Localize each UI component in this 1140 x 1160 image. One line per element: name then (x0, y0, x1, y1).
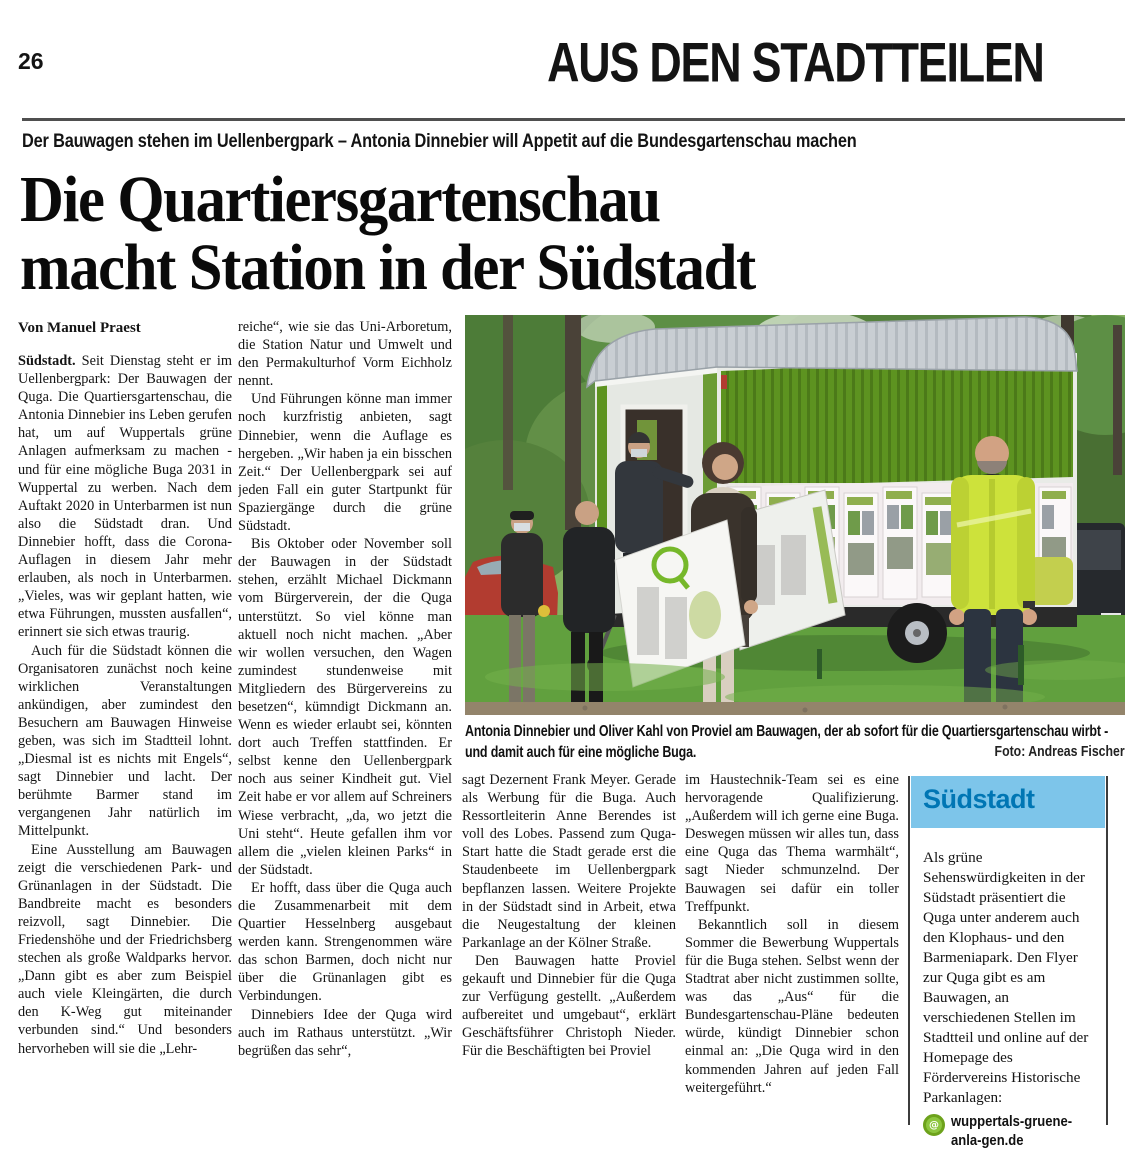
article-paragraph: Bis Oktober oder November soll der Bauwagen in der Südstadt stehen, erzählt Michael Dickmann vom Bürgerverein, der die Quga unterstützt. So viel könne man aktuell noch nicht machen. „Aber wir wollen versuchen, den Wagen zumindest stundenweise mit Mitgliedern des Bürgervereins zu besetzen“, kümndigt Dickmann an. Wenn es wieder erlaubt sei, könnten dort auch Treffen stattfinden. Er selbst kenne den Uellenbergpark noch aus seiner Kindheit gut. Viel Zeit habe er vor allem auf Schreiners Wiese verbracht, „da, wo jetzt die Uni steht“. Heute gefallen ihm vor allem die „vielen kleinen Parks“ in der Südstadt. (238, 536, 452, 878)
header-rule (22, 118, 1125, 121)
at-sign-icon: @ (923, 1114, 945, 1136)
paragraph-lead-in: Südstadt. (18, 353, 76, 369)
article-paragraph: Dinnebiers Idee der Quga wird auch im Rathaus unterstützt. „Wir begrüßen das sehr“, (238, 1006, 452, 1059)
sidebar-link-row[interactable] (910, 1108, 1106, 1151)
sidebar-link-url[interactable]: wuppertals-gruene-anla-gen.de (951, 1114, 1073, 1149)
article-column-1 (18, 352, 232, 1114)
article-headline (20, 163, 755, 304)
page-number: 26 (18, 48, 44, 74)
sidebar-infobox (908, 776, 1108, 1149)
article-column-3 (462, 771, 676, 1121)
photo-caption: Antonia Dinnebier und Oliver Kahl von Proviel am Bauwagen, der ab sofort für die Quartiersgartenschau wirbt - und damit auch für eine mögliche Buga. (465, 723, 1109, 761)
article-paragraph: Auch für die Südstadt können die Organisatoren zunächst noch keine wirklichen Veranstaltungen ankündigen, aber zumindest den Besuchern am Bauwagen Hinweise geben, was sich im Stadtteil lohnt. „Diesmal ist es nichts mit Engels“, sagt Dinnebier und lacht. Der berühmte Barmer stand im vergangenen Jahr natürlich im Mittelpunkt. (18, 642, 232, 840)
article-paragraph: im Haustechnik-Team sei es eine hervoragende Qualifizierung. „Außerdem will ich gerne eine Buga. Deswegen müssen wir alles tun, dass eine Quga das Thema warmhält“, sagt Nieder schmunzelnd. Der Bauwagen sei dafür ein toller Treffpunkt. (685, 772, 899, 915)
article-paragraph: reiche“, wie sie das Uni-Arboretum, die Station Natur und Umwelt und den Permakulturhof Vorm Eichholz nennt. (238, 319, 452, 390)
article-paragraph: Bekanntlich soll in diesem Sommer die Bewerbung Wuppertals für die Buga stehen. Selbst wenn der Stadtrat aber nicht zustimmen sollte, was das „Aus“ für die Bundesgartenschau-Pläne bedeuten würde, kündigt Dinnebier schon einmal an: „Die Quga wird in den kommenden Jahren auf jeden Fall weitergeführt.“ (685, 916, 899, 1096)
headline-line-1: Die Quartiersgartenschau (20, 163, 660, 236)
article-paragraph: Eine Ausstellung am Bauwagen zeigt die verschiedenen Park- und Grünanlagen in der Südstadt. Die Bandbreite macht es besonders reizvoll, sagt Dinnebier. Die Friedenshöhe und der Friedrichsberg stechen als große Waldparks hervor. „Dann gibt es aber zum Beispiel auch viele Kleingärten, die durch den K-Weg gut miteinander verbunden sind.“ Und besonders hervorheben will sie die „Lehr- (18, 841, 232, 1057)
sidebar-body-text: Als grüne Sehenswürdigkeiten in der Südstadt präsentiert die Quga unter anderem auch den Klophaus- und den Barmeniapark. Den Flyer zur Quga gibt es am Bauwagen, an verschiedenen Stellen im Stadtteil und online auf der Homepage des Fördervereins Historische Parkanlagen: (923, 849, 1089, 1106)
headline-line-2: macht Station in der Südstadt (20, 231, 755, 304)
photo-credit: Foto: Andreas Fischer (994, 743, 1125, 760)
kicker-line: Der Bauwagen stehen im Uellenbergpark – Antonia Dinnebier will Appetit auf die Bundesgartenschau machen (22, 131, 857, 152)
article-column-2 (238, 318, 452, 1118)
sidebar-title: Südstadt (911, 776, 1105, 828)
article-paragraph: Südstadt. Seit Dienstag steht er im Uellenbergpark: Der Bauwagen der Quga. Die Quartiersgartenschau, die Antonia Dinnebier ins Leben gerufen hat, um auf Wuppertals grüne Anlagen aufmerksam zu machen - und für eine mögliche Buga 2031 in Wuppertal zu werben. Nach dem Auftakt 2020 in Unterbarmen ist nun also die Südstadt dran. Und Dinnebier hofft, dass die Corona-Auflagen in diesem Jahr mehr erlauben, als noch in Unterbarmen. „Vieles, was wir geplant hatten, wie etwa Führungen, mussten ausfallen“, erinnert sie sich etwas traurig. (18, 353, 232, 641)
article-paragraph: Er hofft, dass über die Quga auch die Zusammenarbeit mit dem Quartier Hesselnberg ausgebaut werden kann. Strengenommen wäre das schon Barmen, doch nicht nur über die Grünanlagen gibt es Verbindungen. (238, 879, 452, 1005)
section-title: AUS DEN STADTTEILEN (547, 30, 1044, 94)
article-paragraph: Den Bauwagen hatte Proviel gekauft und Dinnebier für die Quga zur Verfügung gestellt. „Außerdem aufbereitet und umgebaut“, erklärt Geschäftsführer Christoph Nieder. Für die Beschäftigten bei Proviel (462, 952, 676, 1060)
article-column-4 (685, 771, 899, 1121)
article-paragraph: Und Führungen könne man immer noch kurzfristig anbieten, sagt Dinnebier, wenn die Auflage es hergeben. „Wir haben ja ein bisschen Zeit.“ Der Uellenbergpark sei auf jeden Fall ein guter Startpunkt für Spaziergänge durch die grüne Südstadt. (238, 391, 452, 535)
byline: Von Manuel Praest (18, 320, 141, 336)
article-paragraph: sagt Dezernent Frank Meyer. Gerade als Werbung für die Buga. Auch Ressortleiterin Anne Berendes ist voll des Lobes. Passend zum Quga-Start hatte die Stadt gerade erst die Staudenbeete im Uellenbergpark bepflanzen lassen. Weitere Projekte in der Südstadt sind in Arbeit, etwa die Neugestaltung der kleinen Parkanlage an der Kölner Straße. (462, 772, 676, 951)
article-photo (465, 315, 1125, 715)
